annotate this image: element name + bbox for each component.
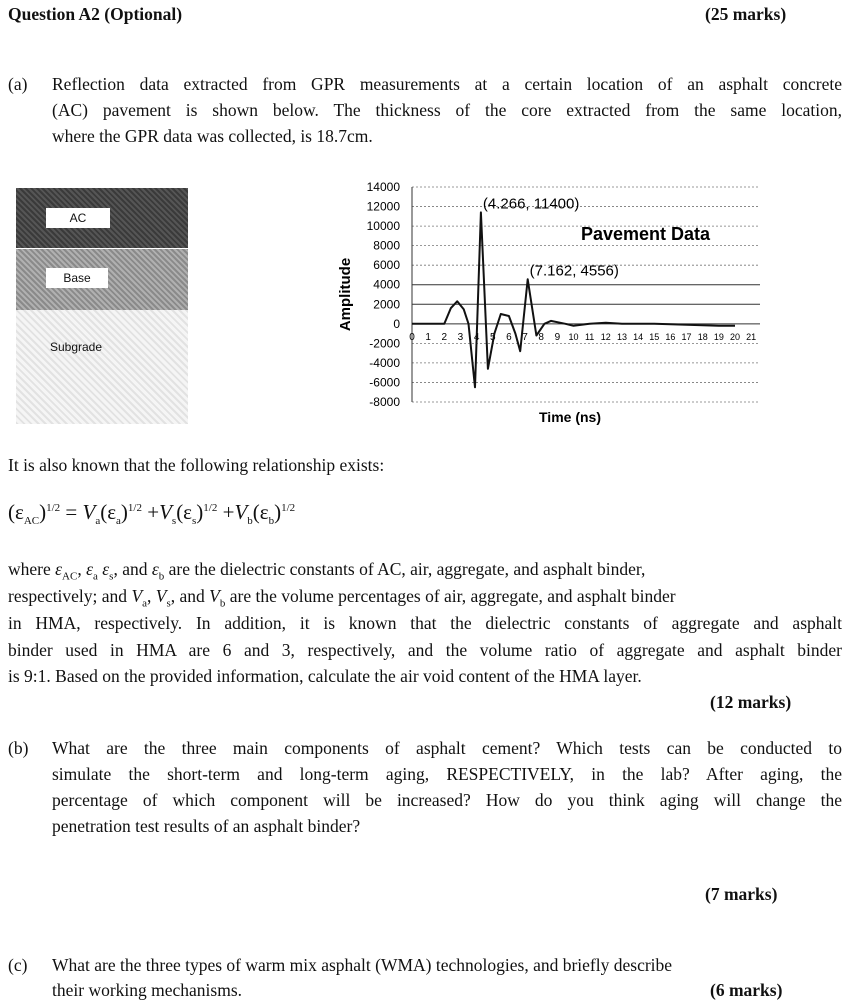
eq-sub: b [268,515,275,528]
part-a-label: (a) [8,74,28,94]
eq-term: V [159,500,172,524]
y-tick-label: -6000 [369,375,400,390]
eq-sub: a [95,515,101,528]
x-tick-label: 2 [441,331,448,343]
layer-label-base: Base [46,268,108,288]
y-tick-label: 12000 [366,199,400,214]
eq-sub: AC [23,515,40,528]
where-line-3: in HMA, respectively. In addition, it is known that the dielectric constants of aggregate and asphalt [8,613,842,633]
x-tick-label: 17 [681,331,692,342]
chart-title: Pavement Data [580,223,710,244]
symbol: ε [55,559,63,579]
y-tick-label: -2000 [369,336,400,351]
eq-sub: s [192,515,197,528]
x-tick-label: 19 [713,331,724,342]
x-tick-label: 10 [568,331,579,342]
symbol-sub: b [219,597,226,610]
x-tick-label: 9 [554,331,561,343]
y-tick-label: 8000 [373,238,400,253]
eq-pow: 1/2 [127,502,142,514]
part-b-line: percentage of which component will be increased? How do you think aging will change the [52,790,842,810]
part-a-marks: (12 marks) [710,692,792,712]
text: , and [170,586,210,606]
x-tick-label: 5 [489,331,496,343]
part-a-line: where the GPR data was collected, is 18.7cm. [52,126,373,146]
part-b-line: penetration test results of an asphalt binder? [52,816,361,836]
x-tick-label: 6 [506,331,512,343]
y-tick-label: -4000 [369,355,400,370]
x-tick-label: 12 [600,331,611,342]
where-line-4: binder used in HMA are 6 and 3, respectively, and the volume ratio of aggregate and asphalt binder [8,640,842,660]
layer-label-subgrade: Subgrade [49,340,103,354]
eq-lhs: (ε [8,500,24,524]
part-b-line: simulate the short-term and long-term aging, RESPECTIVELY, in the lab? After aging, the [52,764,842,784]
x-tick-label: 0 [409,331,415,343]
part-c-marks: (6 marks) [710,980,783,1000]
y-tick-label: -8000 [369,395,400,409]
symbol: V [155,586,167,606]
y-tick-label: 0 [393,316,400,331]
x-tick-label: 7 [522,331,528,343]
part-c-label: (c) [8,955,28,975]
symbol: ε [151,559,159,579]
symbol-sub: a [92,570,98,583]
eq-sub: a [116,515,121,528]
question-marks: (25 marks) [705,4,787,24]
question-title: Question A2 (Optional) [8,4,183,24]
symbol-sub: s [109,570,114,583]
part-b-marks: (7 marks) [705,884,778,904]
eq-sub: b [247,515,253,528]
relationship-intro: It is also known that the following relationship exists: [8,455,385,475]
part-a-line: (AC) pavement is shown below. The thickness of the core extracted from the same location, [52,100,842,120]
y-tick-label: 4000 [373,277,400,292]
eq-term: V [82,500,96,524]
part-c-line: their working mechanisms. [52,980,243,1000]
layer-label-ac: AC [46,208,110,228]
x-tick-label: 8 [538,331,544,343]
eq-pow: 1/2 [203,502,218,514]
text: are the volume percentages of air, aggregate, and asphalt binder [225,586,676,606]
x-tick-label: 14 [633,331,644,342]
x-tick-label: 11 [584,331,595,342]
text: , [77,559,87,579]
where-line-1 [8,559,645,583]
symbol: ε [102,559,110,579]
x-tick-label: 3 [457,331,464,343]
where-line-2 [8,586,676,610]
x-tick-label: 1 [425,331,431,343]
y-tick-label: 14000 [366,180,400,194]
y-axis-label: Amplitude [337,257,354,332]
eq-sub: s [171,515,177,528]
x-tick-label: 20 [729,331,741,342]
eq-term: V [234,500,248,524]
x-axis-label: Time (ns) [539,409,601,425]
symbol-sub: s [166,597,171,610]
pavement-data-chart [320,180,760,430]
x-tick-label: 21 [746,331,757,342]
y-tick-label: 2000 [373,297,400,312]
y-tick-label: 10000 [366,219,400,234]
text: , [147,586,156,606]
y-tick-label: 6000 [373,258,400,273]
eq-pow: 1/2 [46,502,61,514]
eq-sign: = [65,500,78,524]
part-c-line: What are the three types of warm mix asphalt (WMA) technologies, and briefly describe [52,955,673,975]
text: where [8,559,56,579]
data-label: (4.266, 11400) [482,195,580,213]
symbol: ε [86,559,93,579]
x-tick-label: 16 [665,331,676,342]
symbol-sub: a [142,597,148,610]
layer-subgrade [16,310,188,424]
symbol-sub: b [158,570,165,583]
equation: $(\varepsilon_{AC})^{1/2} = V_a(\varepsilon_a)^{1/2} +V_s(\varepsilon_s)^{1/2} +V_b(\varepsilon_b)^{1/2}$ [8,500,296,528]
x-tick-label: 4 [473,331,480,343]
symbol-sub: AC [62,570,78,583]
text: are the dielectric constants of AC, air, aggregate, and asphalt binder, [164,559,646,579]
text: respectively; and [8,586,132,606]
symbol: V [131,586,143,606]
part-b-label: (b) [8,738,29,758]
text: , and [113,559,152,579]
x-tick-label: 18 [697,331,708,342]
eq-pow: 1/2 [281,502,296,514]
symbol: V [209,586,220,606]
x-tick-label: 15 [649,331,660,342]
part-a-line: Reflection data extracted from GPR measurements at a certain location of an asphalt concrete [52,74,842,94]
where-line-5: is 9:1. Based on the provided information, calculate the air void content of the HMA layer. [8,666,642,686]
x-tick-label: 13 [616,331,627,342]
data-label: (7.162, 4556) [529,262,619,280]
part-b-line: What are the three main components of asphalt cement? Which tests can be conducted to [52,738,842,758]
